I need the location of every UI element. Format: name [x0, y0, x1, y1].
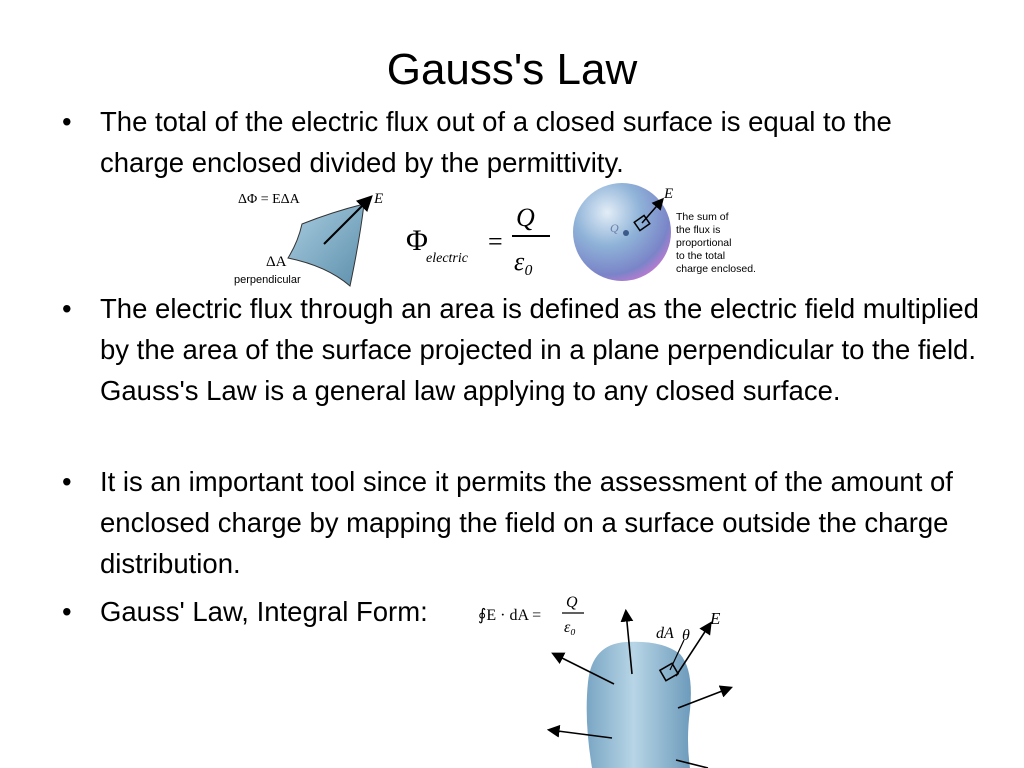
svg-text:to the total: to the total [676, 250, 726, 262]
svg-text:=: = [488, 227, 503, 256]
sphere-figure [572, 180, 772, 288]
phi-symbol: Φ [406, 224, 428, 257]
area-sublabel: perpendicular [234, 274, 301, 286]
field-label: E [374, 191, 384, 207]
surface-field-label: E [710, 609, 721, 628]
integral-lhs: ∮E · dA = [478, 607, 542, 624]
integral-numerator: Q [566, 594, 578, 611]
bullet-text: The total of the electric flux out of a closed surface is equal to the charge enclosed divided by the permittivity. [100, 106, 892, 178]
bullet-marker: • [62, 466, 72, 497]
closed-surface [587, 642, 691, 768]
bullet-marker: • [62, 596, 72, 627]
bullet-item [62, 461, 982, 584]
formula-numerator: Q [516, 203, 535, 232]
svg-text:proportional: proportional [676, 237, 732, 249]
bullet-text: Gauss' Law, Integral Form: [100, 596, 428, 627]
bullet-text: It is an important tool since it permits the assessment of the amount of enclosed charge by mapping the field on a surface outside the charge distribution. [100, 466, 953, 579]
gaussian-sphere [573, 183, 674, 281]
area-equation: ΔΦ = EΔA [238, 192, 300, 207]
bullet-text: The electric flux through an area is defined as the electric field multiplied by the area of the surface projected in a plane perpendicular to the field. Gauss's Law is a general law applying to any closed surface. [100, 293, 979, 406]
area-flux-figure [232, 186, 392, 290]
da-label: dA [656, 625, 674, 642]
bullet-item [62, 288, 982, 411]
charge-label: Q [610, 221, 619, 235]
formula-denominator: ε₀ [514, 247, 534, 276]
charge-dot [623, 230, 629, 236]
bullet-marker: • [62, 106, 72, 137]
flux-formula [400, 198, 560, 282]
closed-surface-figure [540, 600, 740, 768]
sphere-field-label: E [664, 186, 674, 202]
svg-text:The sum of: The sum of [676, 211, 729, 223]
area-label: ΔA [266, 254, 287, 270]
phi-subscript: electric [426, 251, 468, 266]
slide-title: Gauss's Law [386, 45, 638, 94]
integral-denominator: ε₀ [564, 619, 576, 636]
sphere-caption [676, 211, 756, 275]
svg-text:charge enclosed.: charge enclosed. [676, 263, 756, 275]
bullet-item [62, 101, 982, 183]
bullet-marker: • [62, 293, 72, 324]
theta-label: θ [682, 627, 690, 644]
svg-text:the flux is: the flux is [676, 224, 721, 236]
